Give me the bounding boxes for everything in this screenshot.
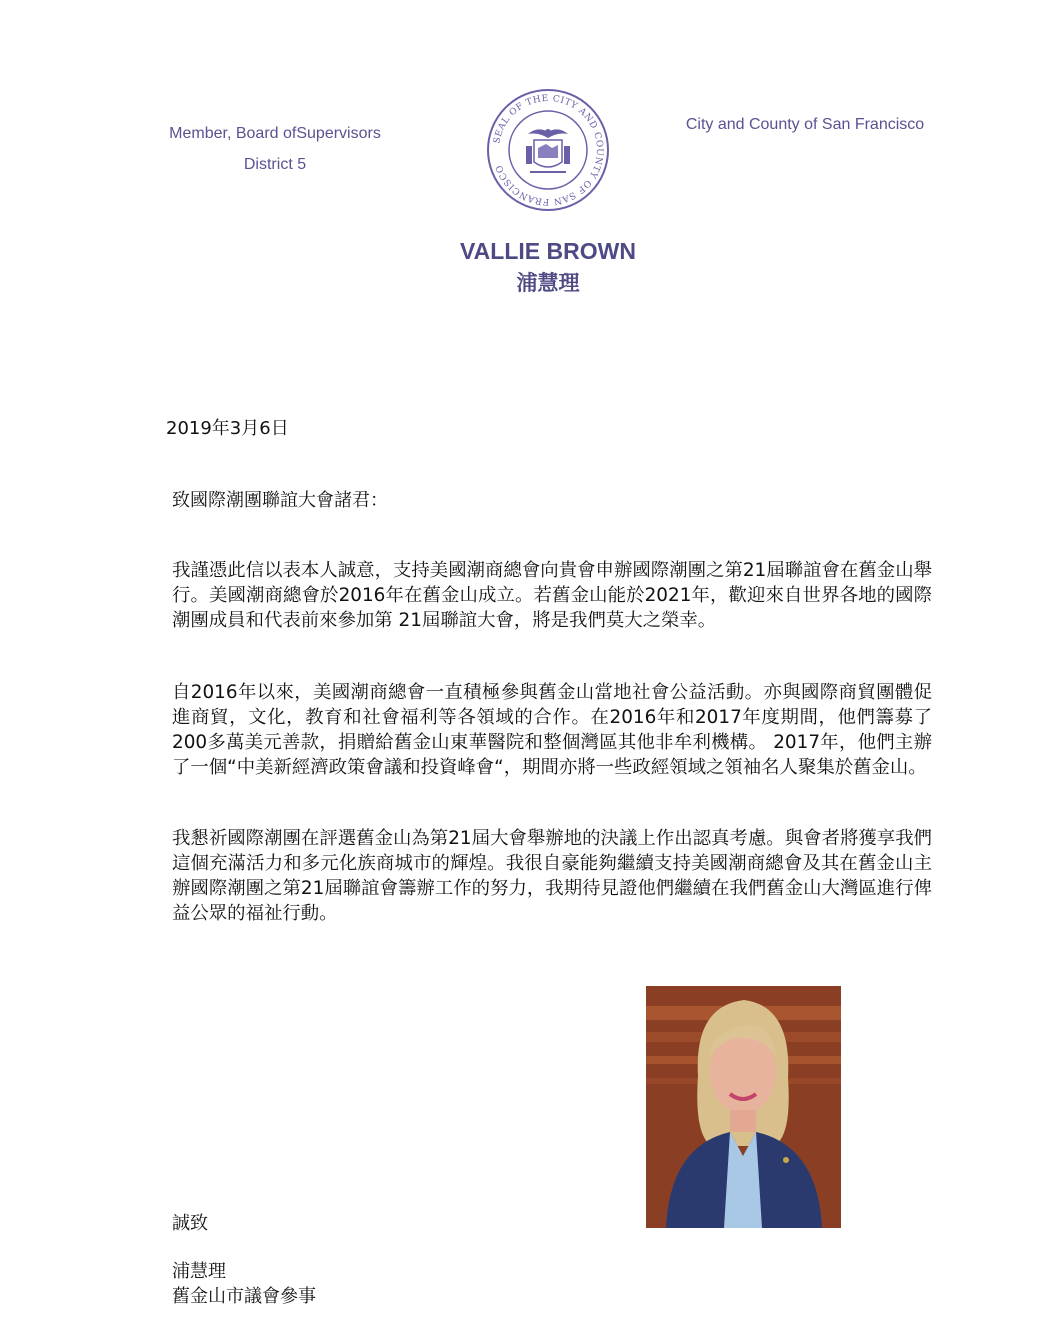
portrait-photo [646,986,841,1228]
letter-closing: 誠致 [172,1213,208,1234]
member-title: Member, Board ofSupervisors [169,125,381,142]
letter-greeting: 致國際潮團聯誼大會諸君： [172,490,388,511]
city-seal-icon [486,88,610,212]
author-name-zh: 浦慧理 [516,271,580,295]
signature-name: 浦慧理 [172,1261,226,1282]
svg-text:SEAL OF THE CITY AND COUNTY OF: SEAL OF THE CITY AND COUNTY OF SAN FRANCISCO [492,93,605,207]
signature-title: 舊金山市議會參事 [172,1286,316,1307]
letter-paragraph-3: 我懇祈國際潮團在評選舊金山為第21屆大會舉辦地的決議上作出認真考慮。與會者將獲享我們這個充滿活力和多元化族商城市的輝煌。我很自豪能夠繼續支持美國潮商總會及其在舊金山主辦國際潮團之第21屆聯誼會籌辦工作的努力，我期待見證他們繼續在我們舊金山大灣區進行俾益公眾的福祉行動。 [172,828,932,924]
header-left [140,118,410,180]
letter-paragraph-2: 自2016年以來，美國潮商總會一直積極參與舊金山當地社會公益活動。亦與國際商貿團體促進商貿，文化，教育和社會福利等各領域的合作。在2016年和2017年度期間，他們籌募了200多萬美元善款，捐贈給舊金山東華醫院和整個灣區其他非牟利機構。 2017年，他們主辦了一個“中美新經濟政策會議和投資峰會“，期間亦將一些政經領域之領袖名人聚集於舊金山。 [172,682,932,778]
letter-date: 2019年3月6日 [166,418,289,439]
author-name-en: VALLIE BROWN [460,238,636,264]
district-label: District 5 [243,156,307,173]
city-county-label: City and County of San Francisco [685,116,925,133]
letter-paragraph-1: 我謹憑此信以表本人誠意，支持美國潮商總會向貴會申辦國際潮團之第21屆聯誼會在舊金山舉行。美國潮商總會於2016年在舊金山成立。若舊金山能於2021年，歡迎來自世界各地的國際潮團成員和代表前來參加第 21屆聯誼大會，將是我們莫大之榮幸。 [172,560,932,631]
